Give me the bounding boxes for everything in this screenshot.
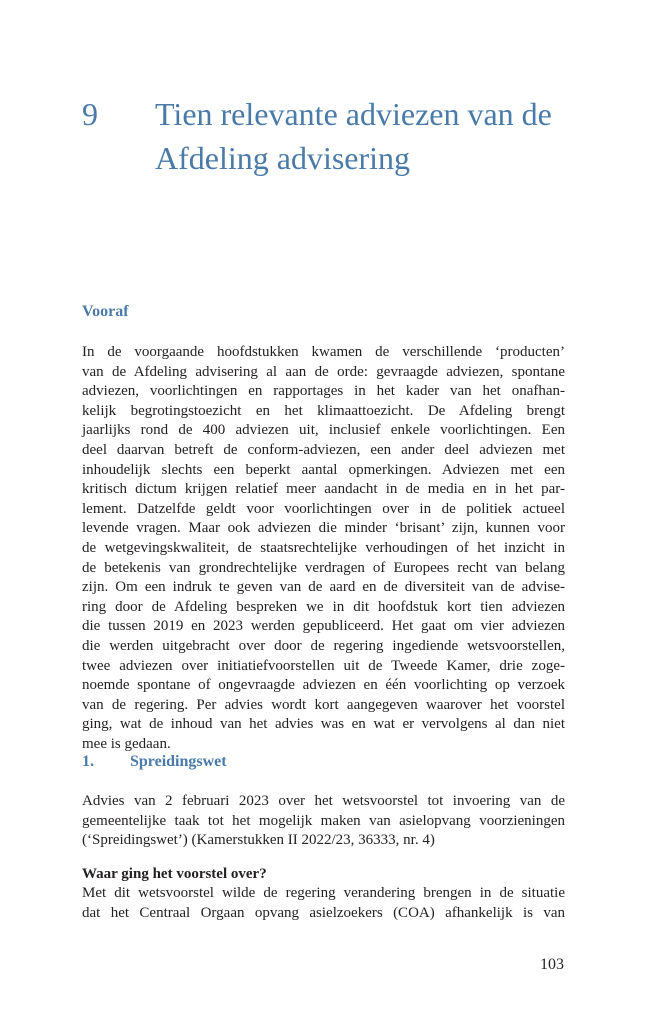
text-line: levende vragen. Maar ook adviezen die minder ‘brisant’ zijn, kunnen voor bbox=[82, 520, 565, 537]
chapter-number: 9 bbox=[82, 96, 98, 132]
text-line: twee adviezen over initiatiefvoorstellen uit de Tweede Kamer, drie zoge- bbox=[82, 657, 565, 674]
text-line: kritisch dictum krijgen relatief meer aandacht in de media en in het par- bbox=[82, 481, 565, 498]
text-line: de wetgevingskwaliteit, de staatsrechtelijke verhoudingen of het inzicht in bbox=[82, 539, 565, 556]
text-line: adviezen, voorlichtingen en rapportages in het kader van het onafhan- bbox=[82, 383, 565, 400]
text-line: Met dit wetsvoorstel wilde de regering verandering brengen in de situatie bbox=[82, 885, 565, 901]
text-line: kelijk begrotingstoezicht en het klimaattoezicht. De Afdeling brengt bbox=[82, 402, 565, 419]
page-number: 103 bbox=[540, 956, 564, 973]
question-subheading: Waar ging het voorstel over? bbox=[82, 866, 267, 882]
text-line: noemde spontane of ongevraagde adviezen en één voorlichting op verzoek bbox=[82, 677, 565, 694]
text-line: van de Afdeling advisering al aan de orde: gevraagde adviezen, spontane bbox=[82, 363, 565, 380]
text-line: van de regering. Per advies wordt kort aangegeven waarover het voorstel bbox=[82, 696, 565, 713]
text-line: dat het Centraal Orgaan opvang asielzoekers (COA) afhankelijk is van bbox=[82, 904, 565, 921]
intro-paragraph bbox=[82, 343, 565, 754]
text-line: ring door de Afdeling bespreken we in dit hoofdstuk kort tien adviezen bbox=[82, 598, 565, 615]
text-line: inhoudelijk slechts een beperkt aantal opmerkingen. Adviezen met een bbox=[82, 461, 565, 478]
text-line: In de voorgaande hoofdstukken kwamen de verschillende ‘producten’ bbox=[82, 344, 565, 360]
text-line: gemeentelijke taak tot het mogelijk maken van asielopvang voorzieningen bbox=[82, 812, 565, 829]
section-title: Spreidingswet bbox=[130, 753, 227, 770]
text-line: die werden uitgebracht over door de regering ingediende wetsvoorstellen, bbox=[82, 637, 565, 654]
question-body-paragraph bbox=[82, 884, 565, 923]
text-line: die tussen 2019 en 2023 werden gepubliceerd. Het gaat om vier adviezen bbox=[82, 618, 565, 635]
text-line: deel daarvan betreft de conform-adviezen, een ander deel adviezen met bbox=[82, 441, 565, 458]
text-line: jaarlijks rond de 400 adviezen uit, inclusief enkele voorlichtingen. Een bbox=[82, 422, 565, 439]
text-line: (‘Spreidingswet’) (Kamerstukken II 2022/23, 36333, nr. 4) bbox=[82, 832, 435, 849]
advies-reference bbox=[82, 792, 565, 851]
text-line: ging, wat de inhoud van het advies was en wat er vervolgens al dan niet bbox=[82, 716, 565, 733]
text-line: lement. Datzelfde geldt voor voorlichtingen over in de politiek actueel bbox=[82, 500, 565, 517]
text-line: zijn. Om een indruk te geven van de aard en de diversiteit van de advise- bbox=[82, 579, 565, 596]
text-line: Advies van 2 februari 2023 over het wetsvoorstel tot invoering van de bbox=[82, 793, 565, 809]
text-line: de betekenis van grondrechtelijke verdragen of Europees recht van belang bbox=[82, 559, 565, 576]
chapter-title: Tien relevante adviezen van de Afdeling advisering bbox=[155, 96, 552, 176]
section-number: 1. bbox=[82, 753, 94, 770]
vooraf-heading: Vooraf bbox=[82, 303, 129, 320]
text-line: mee is gedaan. bbox=[82, 735, 171, 752]
